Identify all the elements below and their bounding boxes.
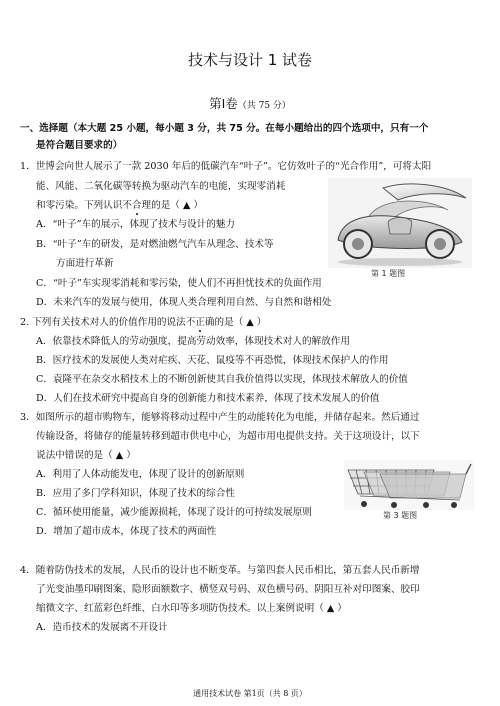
shopping-cart-figure [344,460,474,510]
q3-option-d: D．增加了超市成本，体现了技术的两面性 [36,526,217,537]
q2-option-d: D．人们在技术研究中提高自身的创新能力和技术素养，体现了技术发展人的价值 [36,393,380,404]
q4-option-a: A．造币技术的发展离不开设计 [36,622,168,633]
q1-stem-line3-c: 的是（ ▲ ） [151,200,203,211]
q3-stem-line3: 说法中错误的是（ ▲ ） [36,450,136,461]
part-instruction-line1: 一、选择题（本大题 25 小题，每小题 3 分，共 75 分。在每小题给出的四个选项中，只有一个 [20,123,429,134]
q2-stem-a: 2. 下列有关技术对人的价值作用的说法 [20,317,186,328]
q1-stem-line1: 1．世博会向世人展示了一款 2030 年后的低碳汽车“叶子”。它仿效叶子的“光合作用”，可将太阳 [20,161,432,172]
q1-option-c: C．“叶子”车实现零消耗和零污染，使人们不再担忧技术的负面作用 [36,278,322,289]
q1-emphasis: 不合理 [122,200,152,211]
q2-stem [20,317,266,329]
q2-stem-c: 的是（ ▲ ） [214,317,267,328]
q1-stem-line2: 能、风能、二氧化碳等转换为驱动汽车的电能，实现零消耗 [36,181,286,192]
q2-option-a: A．依靠技术降低人的劳动强度，提高劳动效率，体现技术对人的解放作用 [36,336,350,347]
q3-option-c: C．循环使用能量，减少能源损耗，体现了设计的可持续发展原则 [36,507,312,518]
part-instruction-line2: 是符合题目要求的） [36,140,123,151]
leaf-car-figure [328,178,472,268]
page-footer: 通用技术试卷 第1页（共 8 页） [193,689,307,698]
q1-stem-line3 [36,200,203,212]
section-label: 第Ⅰ卷 [209,96,238,111]
q1-option-a: A．“叶子”车的展示，体现了技术与设计的魅力 [36,219,236,230]
q3-stem-line2: 传输设备，将储存的能量转移到超市供电中心，为超市用电提供支持。关于这项设计，以下 [36,431,420,442]
q2-option-b: B．医疗技术的发展使人类对疟疾、天花、鼠疫等不再恐慌，体现技术保护人的作用 [36,355,389,366]
q2-option-c: C．袁隆平在杂交水稻技术上的不断创新使其自我价值得以实现，体现技术解放人的价值 [36,374,408,385]
q1-stem-line3-a: 和零污染。下列认识 [36,200,123,211]
q4-stem-line1: 4．随着防伪技术的发展，人民币的设计也不断变革。与第四套人民币相比，第五套人民币新增 [20,565,420,576]
q1-option-d: D．未来汽车的发展与使用，体现人类合理利用自然、与自然和谐相处 [36,297,332,308]
q1-option-b-line1: B．“叶子”车的研发，是对燃油燃气汽车从理念、技术等 [36,239,274,250]
exam-title: 技术与设计 1 试卷 [187,51,313,69]
q4-stem-line3: 缩微文字、红蓝彩色纤维、白水印等多项防伪技术。以上案例说明（ ▲ ） [36,603,347,614]
q3-figure-caption: 第 3 题图 [383,511,418,520]
q4-stem-line2: 了光变油墨印刷图案、隐形面额数字、横竖双号码、双色横号码、阴阳互补对印图案、胶印 [36,584,420,595]
q3-stem-line1: 3．如图所示的超市购物车，能够将移动过程中产生的动能转化为电能，并储存起来。然后通过 [20,412,420,423]
q1-figure-caption: 第 1 题图 [371,269,406,278]
q3-option-a: A．利用了人体动能发电，体现了设计的创新原则 [36,469,245,480]
q2-emphasis: 不正确 [185,317,215,328]
section-points: （共 75 分） [237,101,291,111]
q1-option-b-line2: 方面进行革新 [56,258,114,269]
section-heading [0,94,500,112]
q3-option-b: B．应用了多门学科知识，体现了技术的综合性 [36,488,235,499]
